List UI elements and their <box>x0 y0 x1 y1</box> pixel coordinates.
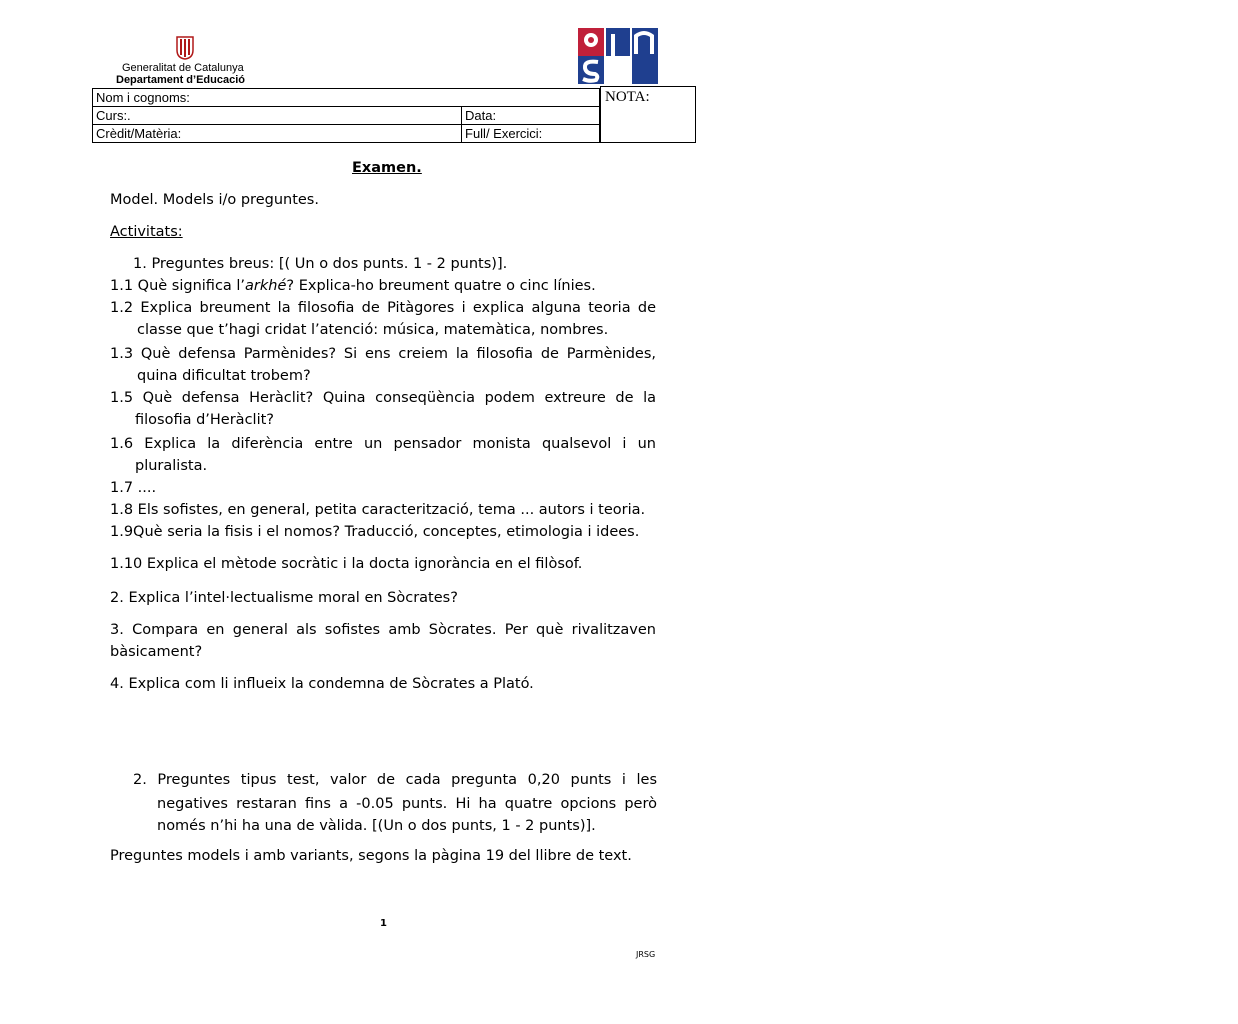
school-logo-icon <box>578 28 658 84</box>
date-field[interactable]: Data: <box>462 107 600 125</box>
question-1-1: 1.1 Què significa l’arkhé? Explica-ho breument quatre o cinc línies. <box>110 278 596 294</box>
school-logo-text: Fonts del Glorieta <box>1212 84 1238 107</box>
section2-line2: negatives restaran fins a -0.05 punts. Hi ha quatre opcions però <box>157 796 657 812</box>
name-field[interactable]: Nom i cognoms: <box>93 89 600 107</box>
sheet-field[interactable]: Full/ Exercici: <box>462 125 600 143</box>
author-initials: JRSG <box>636 950 656 959</box>
section2-line3: només n’hi ha una de vàlida. [(Un o dos punts, 1 - 2 punts)]. <box>157 818 596 834</box>
student-info-table <box>92 88 600 143</box>
institution-name: Generalitat de Catalunya <box>122 62 244 74</box>
grade-box[interactable] <box>600 86 696 143</box>
question-1-6-cont: pluralista. <box>135 458 208 474</box>
page-number: 1 <box>380 918 387 929</box>
question-1-9: 1.9Què seria la fisis i el nomos? Traducció, conceptes, etimologia i idees. <box>110 524 640 540</box>
question-1-5-cont: filosofia d’Heràclit? <box>135 412 274 428</box>
question-1-7: 1.7 .... <box>110 480 157 496</box>
department-name: Departament d’Educació <box>116 74 245 86</box>
models-note: Preguntes models i amb variants, segons la pàgina 19 del llibre de text. <box>110 848 632 864</box>
section1-heading: 1. Preguntes breus: [( Un o dos punts. 1 - 2 punts)]. <box>133 256 508 272</box>
question-1-5: 1.5 Què defensa Heràclit? Quina conseqüència podem extreure de la <box>110 390 656 406</box>
grade-label: NOTA: <box>605 89 650 105</box>
question-1-10: 1.10 Explica el mètode socràtic i la docta ignorància en el filòsof. <box>110 556 583 572</box>
section2-heading: 2. Preguntes tipus test, valor de cada pregunta 0,20 punts i les <box>133 772 657 788</box>
question-3: 3. Compara en general als sofistes amb Sòcrates. Per què rivalitzaven <box>110 622 656 638</box>
activities-heading: Activitats: <box>110 224 183 240</box>
question-1-2: 1.2 Explica breument la filosofia de Pitàgores i explica alguna teoria de <box>110 300 656 316</box>
question-4: 4. Explica com li influeix la condemna de Sòcrates a Plató. <box>110 676 534 692</box>
question-3-cont: bàsicament? <box>110 644 203 660</box>
credit-field[interactable]: Crèdit/Matèria: <box>93 125 462 143</box>
question-1-2-cont: classe que t’hagi cridat l’atenció: música, matemàtica, nombres. <box>137 322 609 338</box>
model-line: Model. Models i/o preguntes. <box>110 192 319 208</box>
question-1-8: 1.8 Els sofistes, en general, petita caracterització, tema ... autors i teoria. <box>110 502 646 518</box>
exam-title: Examen. <box>352 160 422 176</box>
course-field[interactable]: Curs:. <box>93 107 462 125</box>
question-1-6: 1.6 Explica la diferència entre un pensador monista qualsevol i un <box>110 436 656 452</box>
catalan-shield-icon <box>176 36 194 60</box>
question-1-3: 1.3 Què defensa Parmènides? Si ens creiem la filosofia de Parmènides, <box>110 346 656 362</box>
question-1-3-cont: quina dificultat trobem? <box>137 368 311 384</box>
generalitat-logo <box>116 34 258 84</box>
question-2: 2. Explica l’intel·lectualisme moral en Sòcrates? <box>110 590 458 606</box>
